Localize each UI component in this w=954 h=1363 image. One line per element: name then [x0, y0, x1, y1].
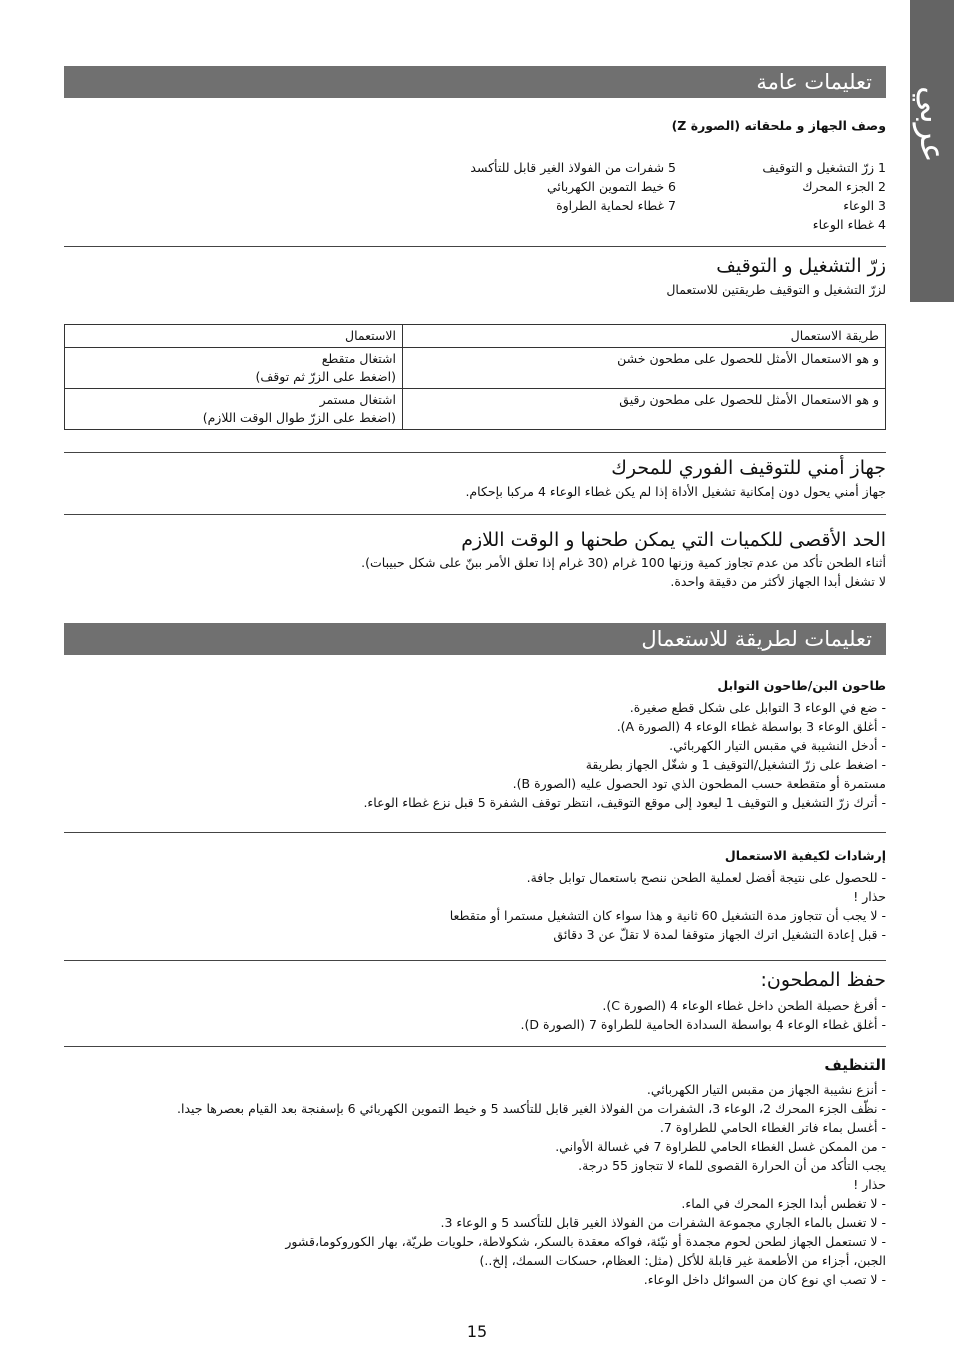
table-cell-use — [65, 389, 403, 430]
general-instructions-banner: تعليمات عامة — [64, 66, 886, 98]
divider — [64, 960, 886, 961]
switch-title: زرّ التشغيل و التوقيف — [716, 255, 886, 277]
max-quantity-text — [64, 553, 886, 591]
part-item: 6 خيط التموين الكهربائي — [547, 179, 676, 194]
table-cell-method: و هو الاستعمال الأمثل للحصول على مطحون رقيق — [403, 389, 886, 430]
cleaning-title: التنظيف — [824, 1056, 886, 1074]
list-item: الجبن، أجزاء من الأطعمة غير قابلة للأكل (مثل: العظام، حسكات السمك، إلخ..) — [479, 1253, 886, 1268]
table-header-use: الاستعمال — [65, 325, 403, 348]
list-item: - أغلق غطاء الوعاء 4 بواسطة السدادة الحامية للطراوة 7 (الصورة D). — [520, 1017, 886, 1032]
table-cell-use — [65, 348, 403, 389]
list-item: حذار ! — [853, 1177, 886, 1192]
parts-list-left — [356, 158, 676, 215]
list-item: - لا تصب اي نوع كان من السوائل داخل الوعاء. — [643, 1272, 886, 1287]
text-line: أثناء الطحن تأكد من عدم تجاوز كمية وزنها 100 غرام (30 غرام إذا تعلق الأمر ببنّ على شكل حبيبات). — [361, 555, 886, 570]
part-item: 7 غطاء لحماية الطراوة — [556, 198, 676, 213]
table-header-row — [65, 325, 886, 348]
use-mode-note: (اضغط على الزرّ طوال الوقت اللازم) — [202, 410, 396, 425]
divider — [64, 514, 886, 515]
cleaning-steps — [64, 1080, 886, 1289]
divider — [64, 832, 886, 833]
page-number: 15 — [466, 1322, 488, 1341]
list-item: مستمرة أو متقطعة حسب المطحون الذي تود الحصول عليه (الصورة B). — [512, 776, 886, 791]
list-item: - لا تغسل بالماء الجاري مجموعة الشفرات من الفولاذ الغير قابل للتأكسد 5 و الوعاء 3. — [440, 1215, 886, 1230]
usage-instructions-banner: تعليمات لطريقة للاستعمال — [64, 623, 886, 655]
part-item: 3 الوعاء — [843, 198, 886, 213]
use-mode: اشتغال متقطع — [321, 351, 396, 366]
list-item: - أترك زرّ التشغيل و التوقيف 1 ليعود إلى موقع التوقيف، انتظر توقف الشفرة 5 قبل نزع غطاء الوعاء. — [363, 795, 886, 810]
list-item: - لا تستعمل الجهاز لطحن لحوم مجمدة أو نيّئة، فواكه معقدة بالسكر، شكولاطة، حلويات طريّة، بهار الكوروكوما،قشور — [285, 1234, 886, 1249]
usage-modes-table — [64, 324, 886, 430]
list-item: - أنزع نشيبة الجهاز من مقبس التيار الكهربائي. — [646, 1082, 886, 1097]
storage-title: حفظ المطحون: — [760, 969, 886, 991]
text-line: لا تشغل أبدا الجهاز لأكثر من دقيقة واحدة. — [670, 574, 886, 589]
list-item: - لا يجب أن تتجاوز مدة التشغيل 60 ثانية و هذا سواء كان التشغيل مستمرا أو متقطعا — [449, 908, 886, 923]
list-item: - أغسل بماء فاتر الغطاء الحامي للطراوة 7. — [659, 1120, 886, 1135]
max-quantity-title: الحد الأقصى للكميات التي يمكن طحنها و الوقت اللازم — [461, 529, 886, 551]
table-header-method: طريقة الاستعمال — [403, 325, 886, 348]
table-row — [65, 348, 886, 389]
list-item: - لا تغطس أبدا الجزء المحرك في الماء. — [681, 1196, 886, 1211]
safety-title: جهاز أمني للتوقيف الفوري للمحرك — [611, 457, 886, 479]
language-label: عربي — [912, 86, 952, 163]
list-item: - أغلق الوعاء 3 بواسطة غطاء الوعاء 4 (الصورة A). — [616, 719, 886, 734]
usage-tips — [64, 868, 886, 944]
part-item: 1 زرّ التشغيل و التوقيف — [762, 160, 886, 175]
list-item: حذار ! — [853, 889, 886, 904]
storage-steps — [64, 996, 886, 1034]
part-item: 2 الجزء المحرك — [802, 179, 886, 194]
device-description-title: وصف الجهاز و ملحقاته (الصورة Z) — [671, 118, 886, 133]
usage-tips-title: إرشادات لكيفية الاستعمال — [724, 848, 886, 863]
list-item: - قبل إعادة التشغيل اترك الجهاز متوقفا لمدة لا تقلّ عن 3 دقائق — [553, 927, 886, 942]
list-item: يجب التأكد من أن الحرارة القصوى للماء لا تتجاوز 55 درجة. — [578, 1158, 886, 1173]
parts-list-right — [686, 158, 886, 234]
grinder-steps — [64, 698, 886, 812]
safety-text: جهاز أمني يحول دون إمكانية تشغيل الأداة إذا لم يكن غطاء الوعاء 4 مركبا بإحكام. — [465, 484, 886, 499]
divider — [64, 1046, 886, 1047]
grinder-title: طاحون البن/طاحون التوابل — [717, 678, 886, 693]
part-item: 5 شفرات من الفولاذ الغير قابل للتأكسد — [470, 160, 676, 175]
use-mode-note: (اضغط على الزرّ ثم توقف) — [255, 369, 396, 384]
table-cell-method: و هو الاستعمال الأمثل للحصول على مطحون خشن — [403, 348, 886, 389]
divider — [64, 452, 886, 453]
list-item: - أدخل النشيبة في مقبس التيار الكهربائي. — [669, 738, 886, 753]
list-item: - اضغط على زرّ التشغيل/التوقيف 1 و شغّل الجهاز بطريقة — [585, 757, 886, 772]
language-side-tab — [910, 0, 954, 302]
part-item: 4 غطاء الوعاء — [812, 217, 886, 232]
list-item: - للحصول على نتيجة أفضل لعملية الطحن ننصح باستعمال توابل جافة. — [526, 870, 886, 885]
list-item: - ضع في الوعاء 3 التوابل على شكل قطع صغيرة. — [629, 700, 886, 715]
list-item: - أفرغ حصيلة الطحن داخل غطاء الوعاء 4 (الصورة C). — [602, 998, 886, 1013]
use-mode: اشتغال مستمر — [319, 392, 396, 407]
list-item: - من الممكن غسل الغطاء الحامي للطراوة 7 في غسالة الأواني. — [555, 1139, 886, 1154]
list-item: - نظّف الجزء المحرك 2، الوعاء 3، الشفرات من الفولاذ الغير قابل للتأكسد 5 و خيط التموين الكهربائي 6 بإسفنجة بعد القيام بعصرها جيدا. — [177, 1101, 886, 1116]
table-row — [65, 389, 886, 430]
divider — [64, 246, 886, 247]
switch-text: لزرّ التشغيل و التوقيف طريقتين للاستعمال — [666, 282, 886, 297]
